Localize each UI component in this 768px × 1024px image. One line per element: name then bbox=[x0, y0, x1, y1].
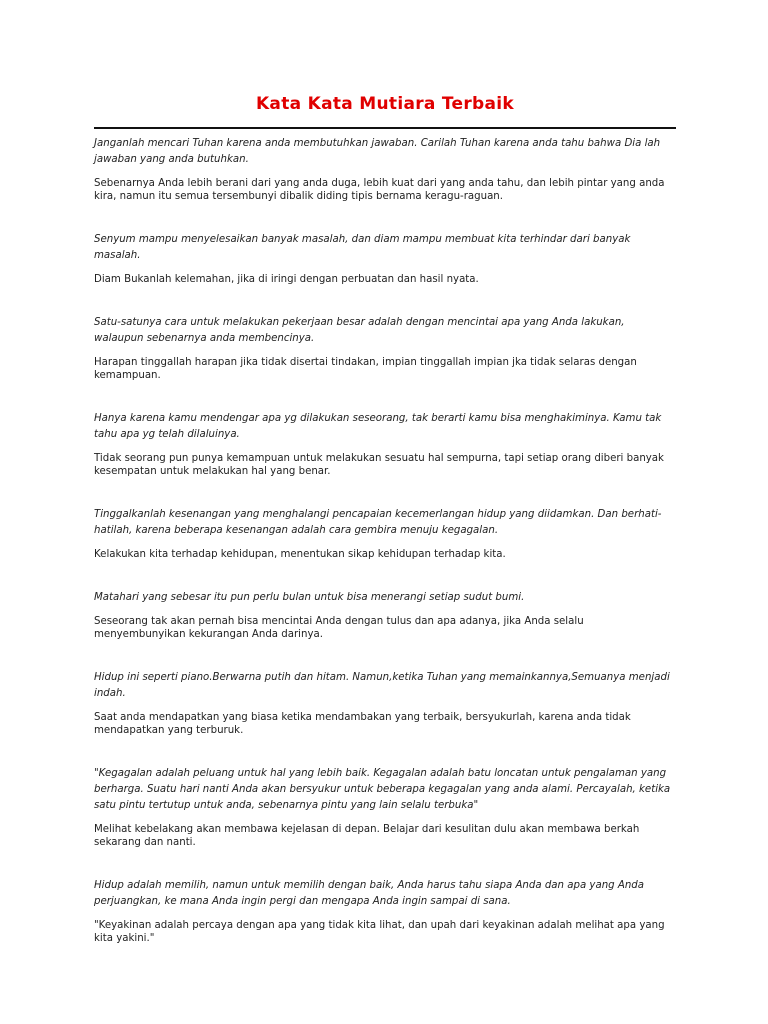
quote-section bbox=[94, 232, 676, 286]
quote-section bbox=[94, 878, 676, 945]
quote-text: Hidup adalah memilih, namun untuk memilih dengan baik, Anda harus tahu siapa Anda dan apa yang Anda perjuangkan, ke mana Anda ingin pergi dan mengapa Anda ingin sampai di sana. bbox=[94, 880, 644, 907]
quote-section bbox=[94, 411, 676, 478]
quote-text: Hanya karena kamu mendengar apa yg dilakukan seseorang, tak berarti kamu bisa menghakiminya. Kamu tak tahu apa yg telah dilaluinya. bbox=[94, 413, 662, 440]
note-text: Sebenarnya Anda lebih berani dari yang anda duga, lebih kuat dari yang anda tahu, dan lebih pintar yang anda kira, namun itu semua tersembunyi dibalik diding tipis bernama keragu-raguan. bbox=[94, 178, 665, 202]
document-title: Kata Kata Mutiara Terbaik bbox=[255, 94, 515, 114]
note-text: Seseorang tak akan pernah bisa mencintai Anda dengan tulus dan apa adanya, jika Anda selalu menyembunyikan kekurangan Anda darinya. bbox=[94, 616, 584, 640]
note-text: Harapan tinggallah harapan jika tidak disertai tindakan, impian tinggallah impian jka tidak selaras dengan kemampuan. bbox=[94, 357, 637, 381]
quote-section bbox=[94, 136, 676, 203]
quote-text: Matahari yang sebesar itu pun perlu bulan untuk bisa menerangi setiap sudut bumi. bbox=[94, 592, 525, 603]
quote-text: Senyum mampu menyelesaikan banyak masalah, dan diam mampu membuat kita terhindar dari banyak masalah. bbox=[94, 234, 631, 261]
quote-section bbox=[94, 670, 676, 737]
quote-section bbox=[94, 766, 676, 849]
quote-section bbox=[94, 507, 676, 561]
note-text: "Keyakinan adalah percaya dengan apa yang tidak kita lihat, dan upah dari keyakinan adalah melihat apa yang kita yakini." bbox=[94, 920, 665, 944]
document-page bbox=[94, 0, 676, 974]
note-text: Diam Bukanlah kelemahan, jika di iringi dengan perbuatan dan hasil nyata. bbox=[94, 274, 479, 285]
quote-text: Tinggalkanlah kesenangan yang menghalangi pencapaian kecemerlangan hidup yang diidamkan. Dan berhati-hatilah, karena beberapa kesenangan adalah cara gembira menuju kegagalan. bbox=[94, 509, 662, 536]
quote-text: Hidup ini seperti piano.Berwarna putih dan hitam. Namun,ketika Tuhan yang memainkannya,Semuanya menjadi indah. bbox=[94, 672, 670, 699]
quote-section bbox=[94, 315, 676, 382]
quote-text: Satu-satunya cara untuk melakukan pekerjaan besar adalah dengan mencintai apa yang Anda lakukan, walaupun sebenarnya anda membencinya. bbox=[94, 317, 625, 344]
note-text: Kelakukan kita terhadap kehidupan, menentukan sikap kehidupan terhadap kita. bbox=[94, 549, 506, 560]
quote-text: Janganlah mencari Tuhan karena anda membutuhkan jawaban. Carilah Tuhan karena anda tahu bahwa Dia lah jawaban yang anda butuhkan. bbox=[94, 138, 661, 165]
note-text: Melihat kebelakang akan membawa kejelasan di depan. Belajar dari kesulitan dulu akan membawa berkah sekarang dan nanti. bbox=[94, 824, 640, 848]
note-text: Tidak seorang pun punya kemampuan untuk melakukan sesuatu hal sempurna, tapi setiap orang diberi banyak kesempatan untuk melakukan hal yang benar. bbox=[94, 453, 664, 477]
document-content bbox=[94, 136, 676, 945]
quote-section bbox=[94, 590, 676, 641]
note-text: Saat anda mendapatkan yang biasa ketika mendambakan yang terbaik, bersyukurlah, karena anda tidak mendapatkan yang terburuk. bbox=[94, 712, 631, 736]
title-divider bbox=[94, 127, 676, 129]
quote-text: "Kegagalan adalah peluang untuk hal yang lebih baik. Kegagalan adalah batu loncatan untuk pengalaman yang berharga. Suatu hari nanti Anda akan bersyukur untuk beberapa kegagalan yang anda alami. Percayalah, ketika satu pintu tertutup untuk anda, sebenarnya pintu yang lain selalu terbuka" bbox=[94, 768, 671, 811]
